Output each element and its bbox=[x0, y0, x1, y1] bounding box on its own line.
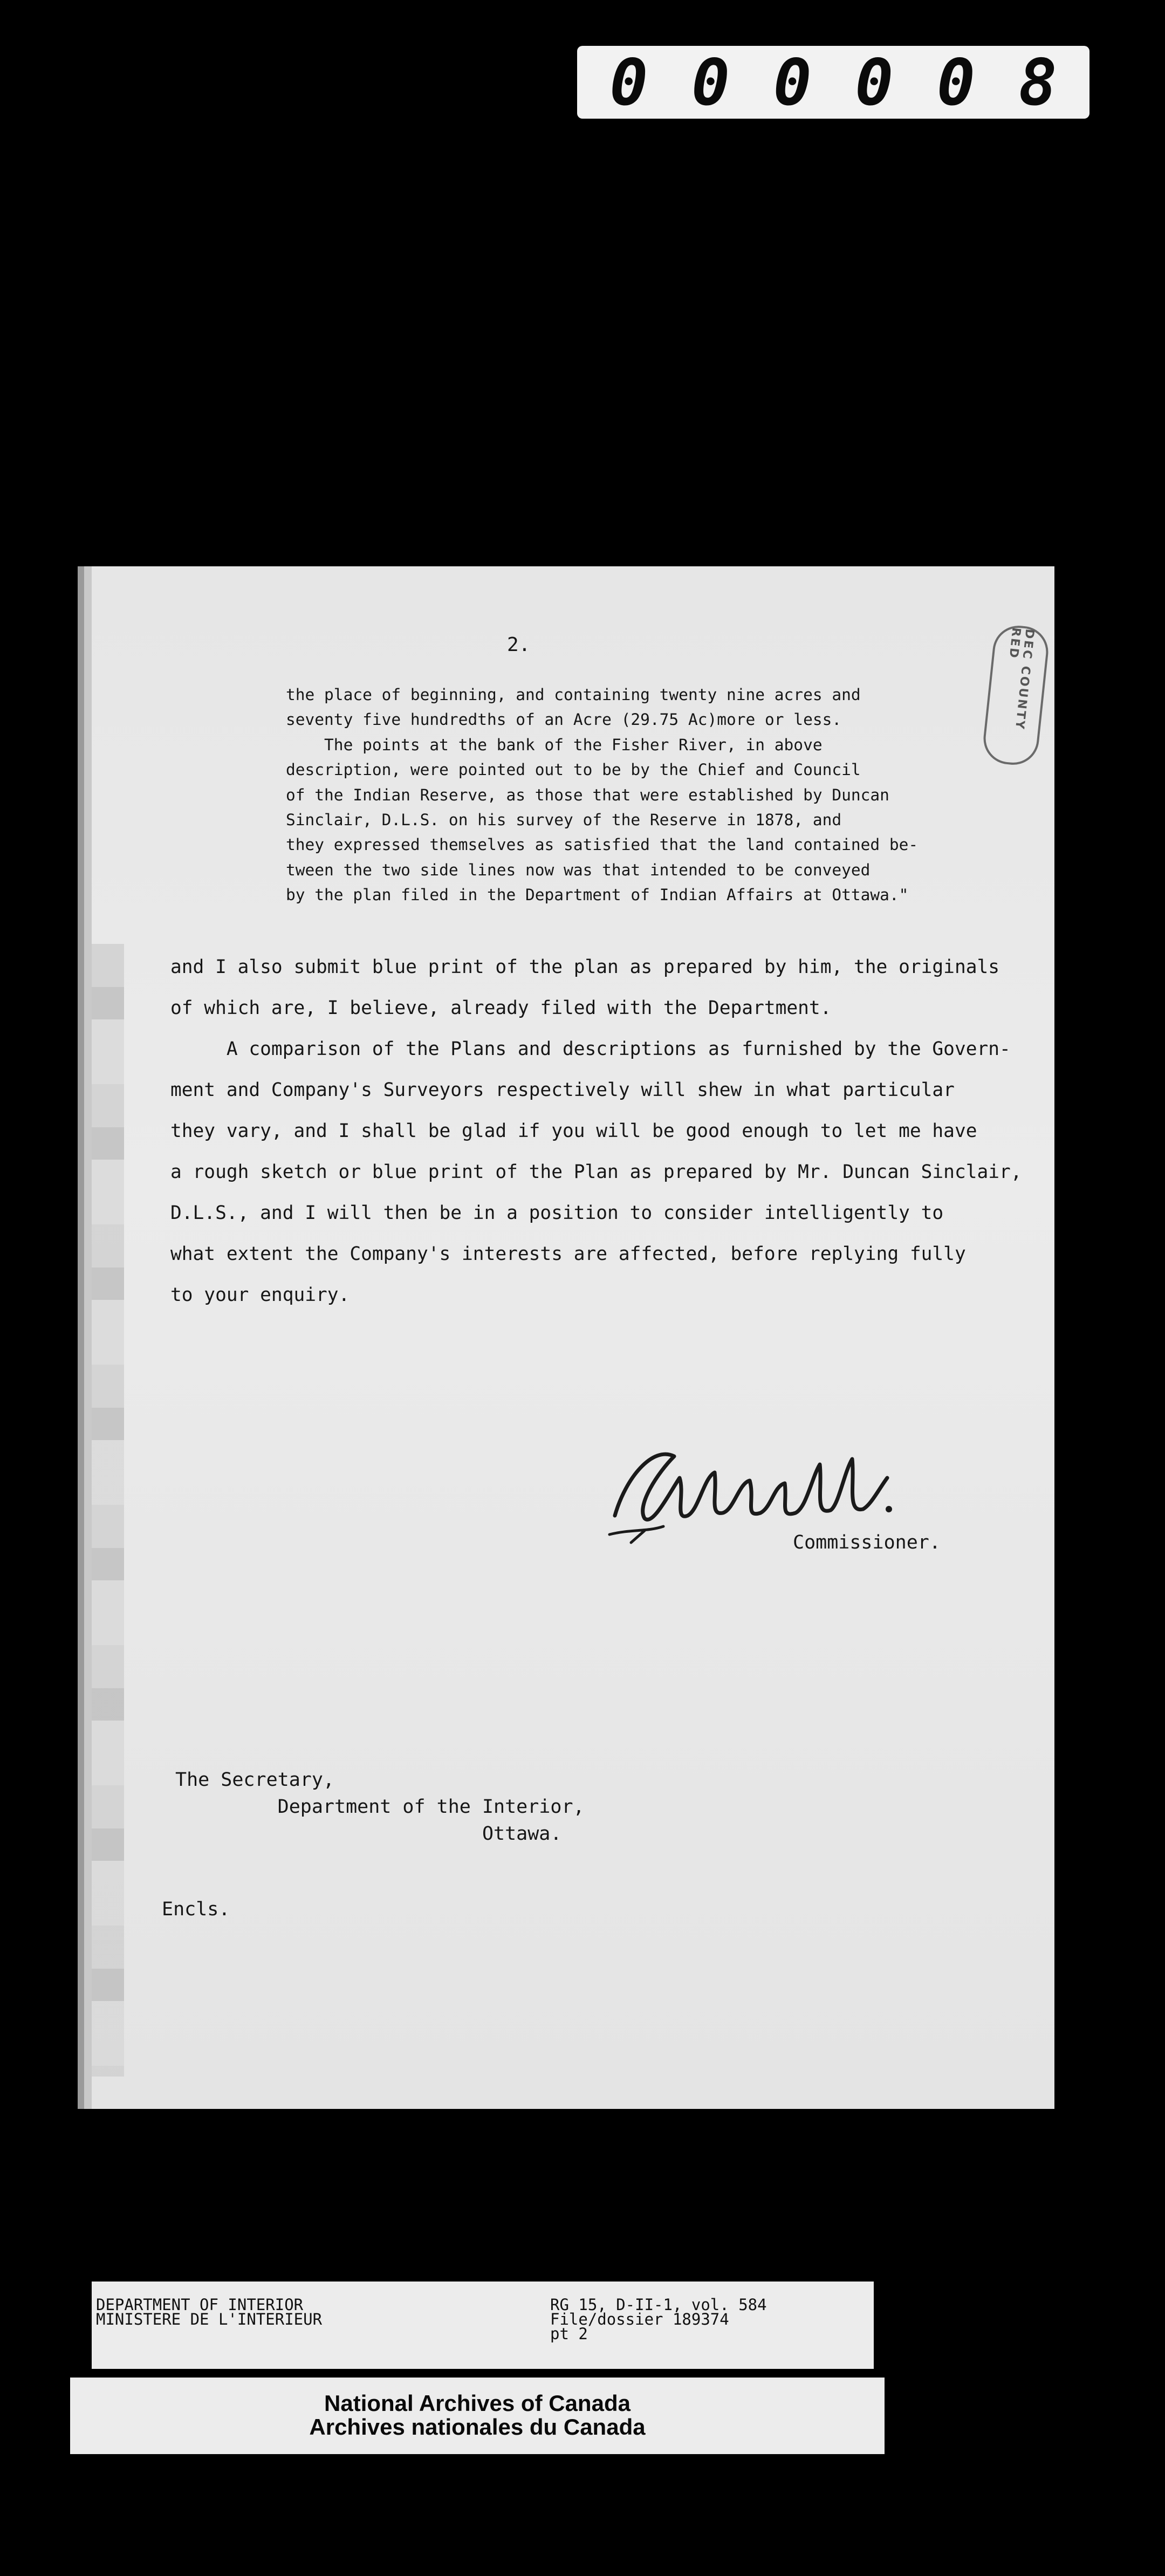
received-stamp bbox=[981, 623, 1051, 767]
quoted-line: description, were pointed out to be by the Chief and Council bbox=[286, 761, 861, 779]
addressee-block bbox=[175, 1766, 585, 1847]
body-line: a rough sketch or blue print of the Plan as prepared by Mr. Duncan Sinclair, bbox=[170, 1161, 1022, 1183]
file-reference bbox=[550, 2298, 767, 2341]
frame-digit: 0 bbox=[609, 45, 648, 120]
quoted-line: the place of beginning, and containing twenty nine acres and bbox=[286, 686, 861, 704]
archive-banner bbox=[70, 2378, 885, 2454]
frame-digit: 8 bbox=[1018, 45, 1057, 120]
archive-name-french: Archives nationales du Canada bbox=[309, 2414, 646, 2440]
body-line: what extent the Company's interests are affected, before replying fully bbox=[170, 1243, 966, 1265]
label-line: MINISTERE DE L'INTERIEUR bbox=[96, 2310, 323, 2328]
letter-body bbox=[170, 947, 1022, 1316]
quoted-line: seventy five hundredths of an Acre (29.75 Ac)more or less. bbox=[286, 710, 842, 729]
label-line: pt 2 bbox=[550, 2325, 588, 2343]
quoted-line: Sinclair, D.L.S. on his survey of the Reserve in 1878, and bbox=[286, 811, 842, 830]
body-line: D.L.S., and I will then be in a position to consider intelligently to bbox=[170, 1202, 944, 1224]
department-name bbox=[96, 2298, 322, 2327]
archive-name-english: National Archives of Canada bbox=[324, 2390, 631, 2416]
quoted-description bbox=[286, 682, 918, 908]
quoted-line: tween the two side lines now was that intended to be conveyed bbox=[286, 860, 871, 879]
body-line: they vary, and I shall be glad if you will be good enough to let me have bbox=[170, 1120, 977, 1142]
label-line: DEPARTMENT OF INTERIOR bbox=[96, 2296, 304, 2314]
closing-title: Commissioner. bbox=[793, 1532, 941, 1553]
page-number: 2. bbox=[507, 634, 531, 656]
frame-digit: 0 bbox=[691, 45, 730, 120]
quoted-line: of the Indian Reserve, as those that were established by Duncan bbox=[286, 785, 889, 804]
quoted-line: The points at the bank of the Fisher River, in above bbox=[286, 735, 823, 754]
address-line: Ottawa. bbox=[175, 1823, 562, 1845]
frame-digit: 0 bbox=[936, 45, 975, 120]
body-line: and I also submit blue print of the plan as prepared by him, the originals bbox=[170, 956, 1000, 978]
frame-digit: 0 bbox=[773, 45, 812, 120]
archive-reference-label bbox=[92, 2282, 874, 2369]
body-line: to your enquiry. bbox=[170, 1284, 350, 1306]
enclosures-note: Encls. bbox=[162, 1899, 230, 1920]
quoted-line: by the plan filed in the Department of Indian Affairs at Ottawa." bbox=[286, 886, 909, 905]
body-line: ment and Company's Surveyors respectively will shew in what particular bbox=[170, 1079, 955, 1101]
body-line: A comparison of the Plans and descriptions as furnished by the Govern- bbox=[170, 1038, 1011, 1060]
label-line: RG 15, D-II-1, vol. 584 bbox=[550, 2296, 767, 2314]
address-line: The Secretary, bbox=[175, 1769, 335, 1791]
letter-page bbox=[92, 566, 1054, 2109]
label-line: File/dossier 189374 bbox=[550, 2310, 729, 2328]
body-line: of which are, I believe, already filed with the Department. bbox=[170, 997, 832, 1019]
address-line: Department of the Interior, bbox=[175, 1796, 585, 1818]
frame-digit: 0 bbox=[855, 45, 894, 120]
frame-counter bbox=[577, 46, 1089, 119]
quoted-line: they expressed themselves as satisfied that the land contained be- bbox=[286, 835, 919, 854]
page-edge-shadow bbox=[92, 944, 124, 2077]
stamp-text: DEC COUNTY RED bbox=[1006, 627, 1037, 731]
